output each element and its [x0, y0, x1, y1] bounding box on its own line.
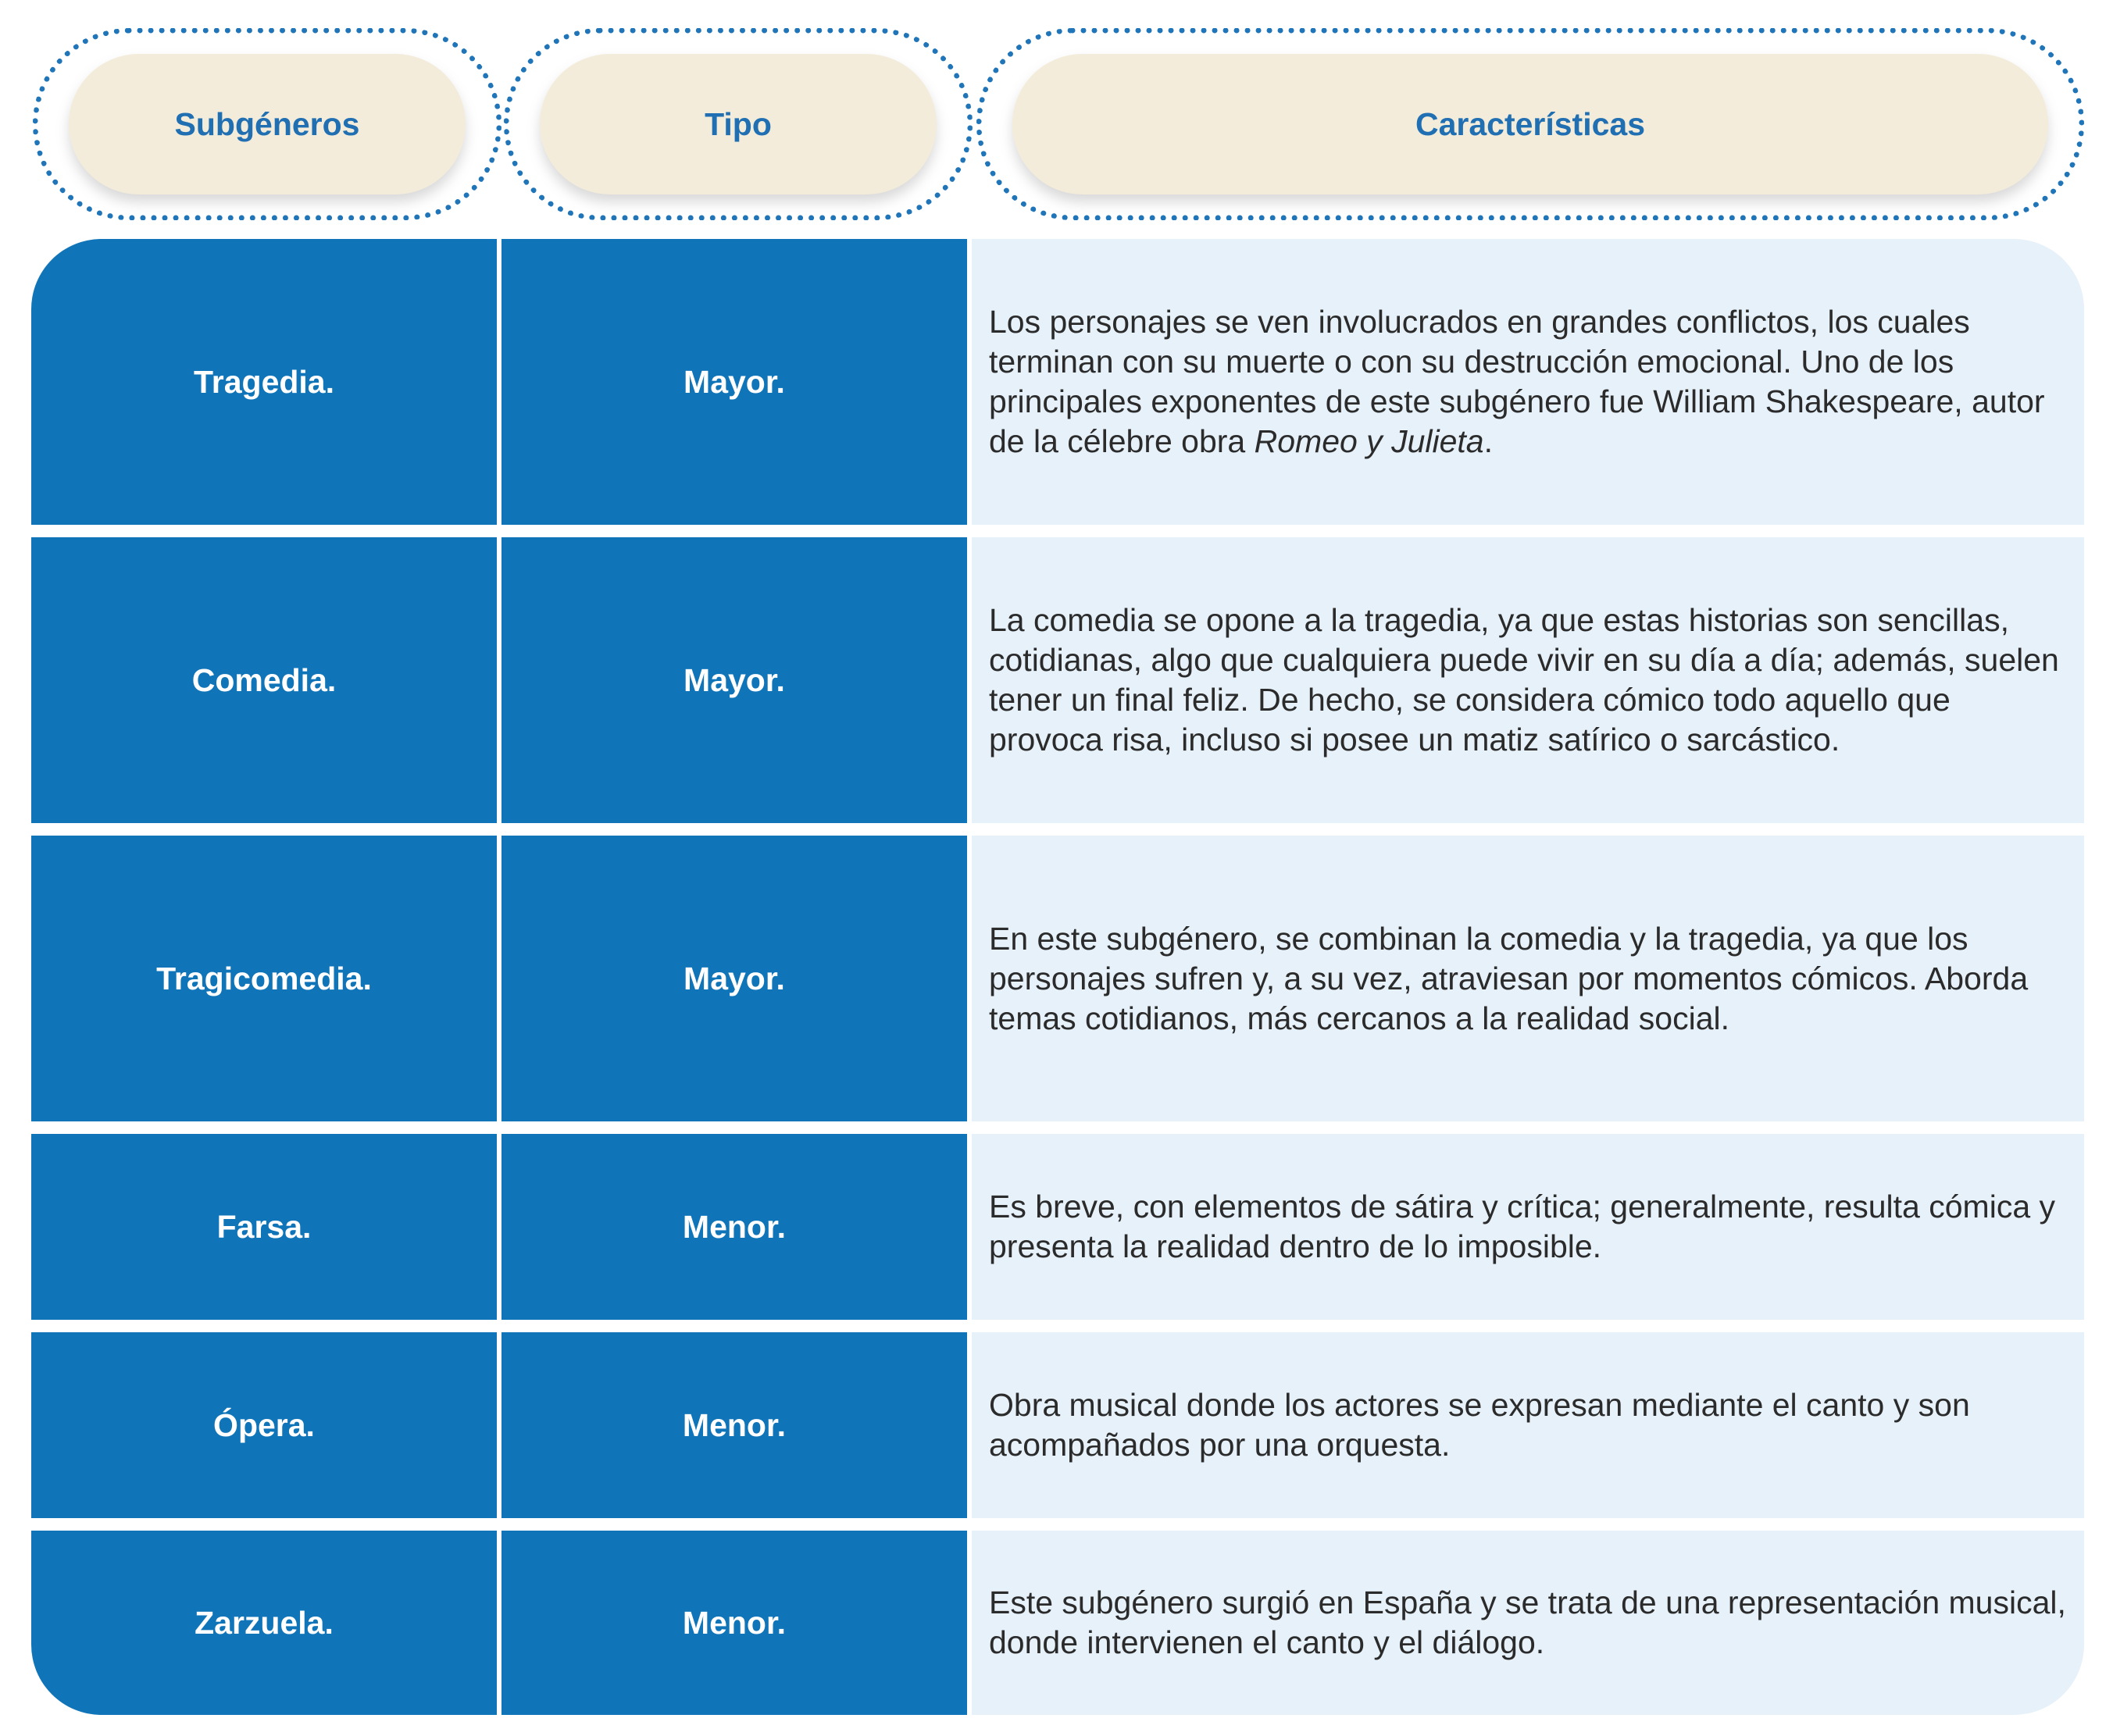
cell-tipo-opera: Menor. — [501, 1332, 967, 1518]
subgenres-table — [31, 239, 2084, 1715]
header-subgeneros-label: Subgéneros — [69, 54, 466, 194]
header-caracteristicas — [976, 28, 2084, 220]
cell-desc-tragicomedia — [972, 836, 2084, 1121]
cell-tipo-farsa: Menor. — [501, 1134, 967, 1320]
cell-subgenero-farsa: Farsa. — [31, 1134, 497, 1320]
cell-tipo-comedia: Mayor. — [501, 537, 967, 823]
desc-main: Los personajes se ven involucrados en grandes conflictos, los cuales terminan con su muerte o con su destrucción emocional. Uno de los principales exponentes de este subgénero fue William Shakespeare, autor de la célebre obra — [989, 304, 2045, 459]
cell-tipo-tragedia: Mayor. — [501, 239, 967, 525]
cell-subgenero-tragedia: Tragedia. — [31, 239, 497, 525]
cell-subgenero-comedia: Comedia. — [31, 537, 497, 823]
cell-desc-opera — [972, 1332, 2084, 1518]
desc-text: Obra musical donde los actores se expresan mediante el canto y son acompañados por una orquesta. — [989, 1387, 1970, 1463]
header-subgeneros — [33, 28, 501, 220]
cell-tipo-tragicomedia: Mayor. — [501, 836, 967, 1121]
desc-text: En este subgénero, se combinan la comedia y la tragedia, ya que los personajes sufren y, a su vez, atraviesan por momentos cómicos. Aborda temas cotidianos, más cercanos a la realidad social. — [989, 920, 2029, 1036]
desc-italic-title: Romeo y Julieta — [1254, 423, 1484, 459]
desc-text: La comedia se opone a la tragedia, ya que estas historias son sencillas, cotidianas, algo que cualquiera puede vivir en su día a día; además, suelen tener un final feliz. De hecho, se considera cómico todo aquello que provoca risa, incluso si posee un matiz satírico o sarcástico. — [989, 602, 2059, 757]
cell-desc-farsa — [972, 1134, 2084, 1320]
header-tipo — [504, 28, 973, 220]
desc-text: Este subgénero surgió en España y se trata de una representación musical, donde intervienen el canto y el diálogo. — [989, 1585, 2066, 1660]
desc-text — [989, 302, 2068, 462]
desc-tail: . — [1483, 423, 1493, 459]
desc-text: Es breve, con elementos de sátira y crítica; generalmente, resulta cómica y presenta la realidad dentro de lo imposible. — [989, 1189, 2056, 1264]
cell-subgenero-opera: Ópera. — [31, 1332, 497, 1518]
header-caracteristicas-label: Características — [1012, 54, 2048, 194]
cell-desc-zarzuela — [972, 1531, 2084, 1715]
cell-desc-tragedia — [972, 239, 2084, 525]
cell-desc-comedia — [972, 537, 2084, 823]
cell-subgenero-tragicomedia: Tragicomedia. — [31, 836, 497, 1121]
cell-tipo-zarzuela: Menor. — [501, 1531, 967, 1715]
cell-subgenero-zarzuela: Zarzuela. — [31, 1531, 497, 1715]
header-tipo-label: Tipo — [540, 54, 937, 194]
